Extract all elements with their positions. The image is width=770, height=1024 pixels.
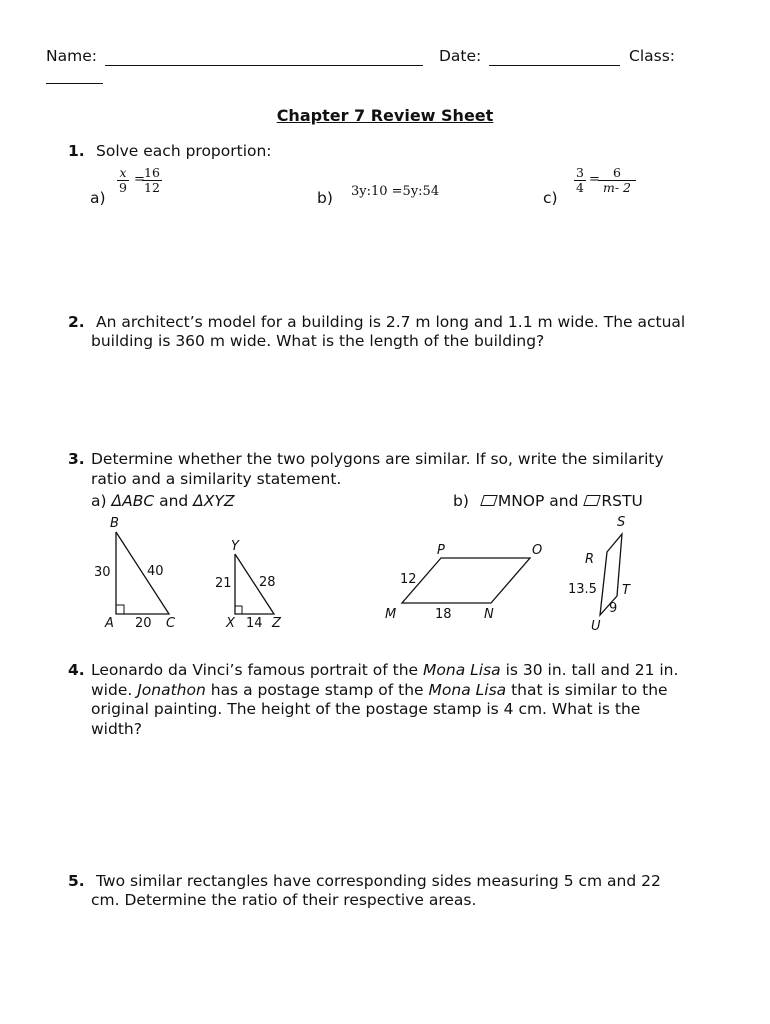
q3-number: 3. <box>68 450 85 468</box>
parallelogram-rstu-figure <box>560 512 650 634</box>
q4-jonathon: Jonathon <box>137 681 206 699</box>
page-title: Chapter 7 Review Sheet <box>276 106 494 125</box>
side-bc-label: 40 <box>147 564 164 579</box>
q5-line2: cm. Determine the ratio of their respective areas. <box>91 891 477 909</box>
side-mp-label: 12 <box>400 572 417 587</box>
q1c-label: c) <box>543 189 558 207</box>
q5-number: 5. <box>68 872 85 890</box>
q1a-right-num: 16 <box>144 165 160 180</box>
q4-line1-text: Leonardo da Vinci’s famous portrait of the <box>91 661 424 679</box>
q1c-left-den: 4 <box>576 180 584 195</box>
side-ab-label: 30 <box>94 565 111 580</box>
q3a-triangle-xyz: ΔXYZ <box>193 492 235 510</box>
q1c-right-fraction <box>598 166 636 195</box>
q3a-label: a) <box>91 492 112 510</box>
q1a-right-den: 12 <box>144 180 160 195</box>
q1a-right-fraction <box>142 166 162 195</box>
vertex-n-label: N <box>484 607 494 622</box>
side-ru-label: 13.5 <box>568 582 597 597</box>
date-label: Date: <box>439 47 482 65</box>
vertex-t-label: T <box>622 583 630 598</box>
q4-line2-text: wide. <box>91 681 138 699</box>
parallelogram-mnop-shape <box>402 558 530 603</box>
side-xz-label: 14 <box>246 616 263 631</box>
q3b-shape-mnop: MNOP <box>497 492 545 510</box>
side-tu-label: 9 <box>609 601 618 616</box>
q4-line1-end: is 30 in. tall and 21 in. <box>500 661 679 679</box>
vertex-c-label: C <box>166 616 176 631</box>
q1a-label: a) <box>90 189 106 207</box>
triangle-abc-figure <box>90 512 190 634</box>
parallelogram-mnop-figure <box>380 538 550 628</box>
vertex-u-label: U <box>591 619 601 634</box>
vertex-o-label: O <box>532 543 543 558</box>
q4-mona-lisa-2: Mona Lisa <box>428 681 507 699</box>
q4-mona-lisa: Mona Lisa <box>423 661 501 679</box>
q1c-right-num: 6 <box>598 166 636 181</box>
vertex-r-label: R <box>585 552 595 567</box>
q3a-triangle-abc: ΔABC <box>111 492 155 510</box>
q1b-label: b) <box>317 189 333 207</box>
q1a-left-fraction <box>117 166 129 195</box>
vertex-a-label: A <box>105 616 114 631</box>
vertex-s-label: S <box>617 515 626 530</box>
q3b-and: and <box>549 492 579 510</box>
name-blank[interactable] <box>105 65 423 66</box>
q1a-left-num: x <box>117 166 129 181</box>
q4-number: 4. <box>68 661 85 679</box>
side-mn-label: 18 <box>435 607 452 622</box>
q4-line3: original painting. The height of the postage stamp is 4 cm. What is the <box>91 700 641 718</box>
q3a-statement <box>91 492 234 510</box>
q2-line2: building is 360 m wide. What is the length of the building? <box>91 332 545 350</box>
q1c-right-den: m- 2 <box>602 180 631 195</box>
q1c-equals: = <box>589 172 600 187</box>
q4-line2-mid: has a postage stamp of the <box>205 681 429 699</box>
right-angle-marker <box>235 606 242 614</box>
q1-prompt: Solve each proportion: <box>96 142 272 160</box>
side-yz-label: 28 <box>259 575 276 590</box>
q1b-expression: 3y:10 =5y:54 <box>351 184 440 199</box>
q4-line4: width? <box>91 720 142 738</box>
q4-line2 <box>91 681 668 699</box>
class-blank[interactable] <box>46 83 103 84</box>
right-angle-marker <box>116 605 124 614</box>
triangle-xyz-figure <box>210 535 290 633</box>
q4-line1 <box>91 661 678 679</box>
q4-line2-end: that is similar to the <box>506 681 668 699</box>
q2-line1: An architect’s model for a building is 2.7 m long and 1.1 m wide. The actual <box>96 313 686 331</box>
q3a-and: and <box>154 492 194 510</box>
vertex-x-label: X <box>226 616 235 631</box>
parallelogram-symbol-icon <box>480 495 498 506</box>
q1c-left-fraction <box>574 166 586 195</box>
q5-line1: Two similar rectangles have corresponding sides measuring 5 cm and 22 <box>96 872 661 890</box>
vertex-m-label: M <box>385 607 397 622</box>
parallelogram-symbol-icon <box>584 495 602 506</box>
q3b-label: b) <box>453 492 469 510</box>
q1a-equals: = <box>134 172 145 187</box>
q1a-left-den: 9 <box>119 180 127 195</box>
vertex-y-label: Y <box>231 539 239 554</box>
vertex-p-label: P <box>437 543 445 558</box>
q3b-statement <box>453 492 643 510</box>
name-label: Name: <box>46 47 97 65</box>
q1-number: 1. <box>68 142 85 160</box>
q3-line2: ratio and a similarity statement. <box>91 470 342 488</box>
q3-line1: Determine whether the two polygons are similar. If so, write the similarity <box>91 450 664 468</box>
side-ac-label: 20 <box>135 616 152 631</box>
vertex-z-label: Z <box>272 616 281 631</box>
q2-number: 2. <box>68 313 85 331</box>
date-blank[interactable] <box>489 65 620 66</box>
vertex-b-label: B <box>110 516 119 531</box>
class-label: Class: <box>629 47 676 65</box>
side-xy-label: 21 <box>215 576 232 591</box>
q1c-left-num: 3 <box>576 165 584 180</box>
q3b-shape-rstu: RSTU <box>601 492 643 510</box>
